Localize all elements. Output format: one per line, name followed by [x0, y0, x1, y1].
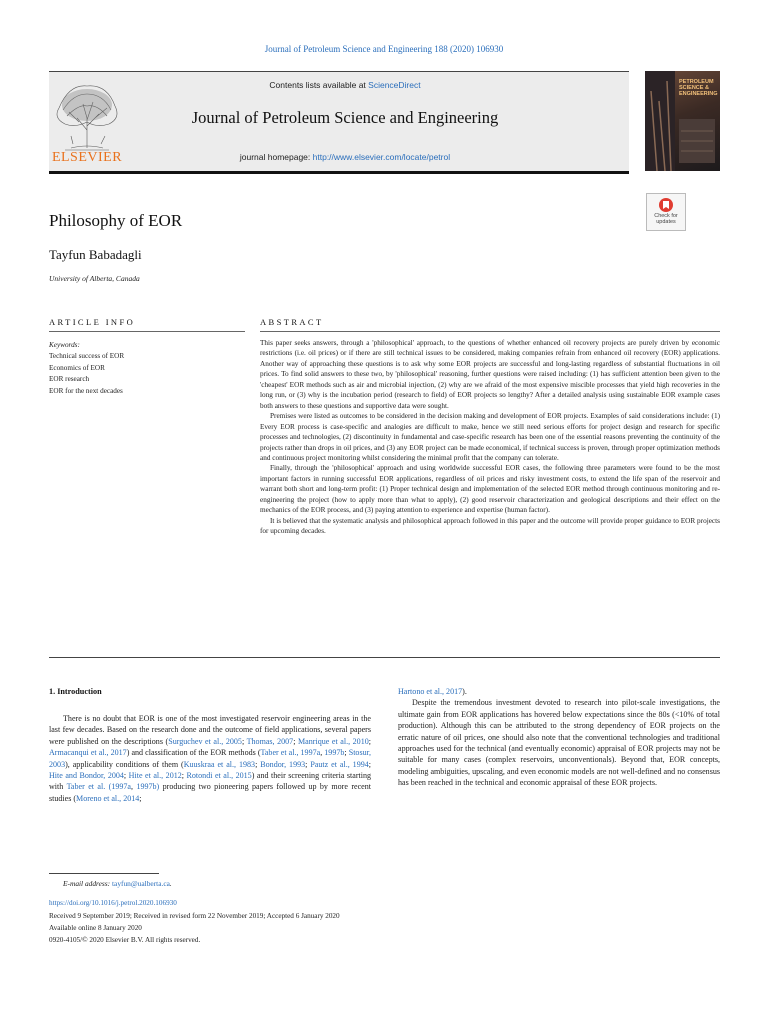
citation-link[interactable]: Armacanqui et al., 2017	[49, 748, 127, 758]
citation-link[interactable]: Hartono et al., 2017	[398, 687, 463, 696]
header-bottom-rule	[49, 171, 629, 174]
header-top-rule	[49, 71, 629, 72]
paragraph-text: ;	[293, 736, 299, 746]
citation-link[interactable]: Stosur, 2003	[49, 748, 371, 769]
article-info-heading: ARTICLE INFO	[49, 317, 136, 327]
paragraph-text: ;	[241, 736, 247, 746]
received-dates: Received 9 September 2019; Received in revised form 22 November 2019; Accepted 6 January 2020	[49, 912, 340, 920]
section-divider	[49, 657, 720, 658]
introduction-paragraph	[49, 713, 371, 804]
paragraph-text: ) and their screening criteria starting with	[49, 771, 372, 792]
paragraph-text: ;	[368, 759, 372, 769]
abstract-paragraph: Finally, through the 'philosophical' approach and using worldwide successful EOR cases, the following three parameters were found to be the most important factors in running successful EOR applications, regardless of oil prices and risky investment costs, to extend the life span of the reservoir and warrant both short and long-term profit: (1) Proper technical design and implementation of the selected EOR method through continuous monitoring and re-engineering the project (how to apply more than what to apply), (2) good reservoir characterization and geological descriptions and their effect on the mechanics of the EOR process, and (3) paying attention to experience and expertise (human factor).	[260, 464, 720, 515]
homepage-line	[125, 152, 565, 162]
cover-title: PETROLEUM SCIENCE & ENGINEERING	[679, 79, 718, 97]
citation-link[interactable]: Thomas, 2007	[246, 736, 294, 746]
citation-link[interactable]: Taber et al., 1997a	[260, 748, 321, 758]
citation-link[interactable]: Hite and Bondor, 2004	[49, 771, 124, 781]
paragraph-text: ,	[320, 748, 325, 758]
abstract-paragraph: It is believed that the systematic analysis and philosophical approach followed in this paper and the outcome will provide proper guidance to EOR projects for upcoming decades.	[260, 516, 720, 536]
keywords-list	[49, 340, 245, 397]
paragraph-text: ;	[305, 759, 311, 769]
email-label: E-mail address:	[63, 879, 112, 888]
keyword-item: Technical success of EOR	[49, 352, 125, 361]
bookmark-icon	[658, 197, 674, 214]
email-footnote	[63, 879, 172, 888]
paragraph-text: ,	[131, 782, 137, 792]
footnote-rule	[49, 873, 159, 874]
sciencedirect-link[interactable]: ScienceDirect	[368, 80, 421, 90]
available-online-date: Available online 8 January 2020	[49, 924, 142, 932]
introduction-right-column	[398, 686, 720, 789]
citation-link[interactable]: Surguchev et al., 2005	[168, 736, 242, 746]
paragraph-text: ;	[344, 748, 349, 758]
contents-prefix: Contents lists available at	[269, 80, 369, 90]
paragraph-text: ), applicability conditions of them (	[65, 759, 184, 769]
paragraph-text: ;	[368, 736, 372, 746]
paragraph-text: There is no doubt that EOR is one of the most investigated reservoir engineering areas in the last few decades. Based on the research done and the outcome of field applications, several papers were published on the descriptions (	[49, 714, 371, 746]
homepage-prefix: journal homepage:	[239, 152, 313, 162]
keyword-item: EOR for the next decades	[49, 386, 123, 395]
author-affiliation: University of Alberta, Canada	[49, 274, 140, 283]
paragraph-text: ;	[255, 759, 261, 769]
citation-link[interactable]: Pautz et al., 1994	[310, 759, 369, 769]
citation-link[interactable]: Bondor, 1993	[260, 759, 306, 769]
journal-citation-link[interactable]: Journal of Petroleum Science and Engineering 188 (2020) 106930	[264, 44, 504, 54]
paragraph-text: producing two pioneering papers followed up by more recent studies (	[49, 782, 371, 803]
paragraph-text: ).	[462, 687, 467, 696]
doi-link[interactable]: https://doi.org/10.1016/j.petrol.2020.106930	[49, 899, 177, 907]
check-for-updates-button[interactable]	[646, 193, 686, 231]
citation-link[interactable]: Hite et al., 2012	[128, 771, 182, 781]
abstract-paragraph: Premises were listed as outcomes to be considered in the decision making and development of EOR projects. Examples of said considerations include: (1) Every EOR process is case-specific and analogies are difficult to make, hence we still need serious efforts for project design and research for specific processes and technologies, (2) discontinuity in fundamental and case-specific research has been one of the essential reasons preventing the continuity of the projects rather than drops in oil prices, and (3) any EOR project can be made economical, if technical success is proven, through proper optimization methods and continuous project monitoring whilst considering the minimal profit that the company can tolerate.	[260, 412, 720, 462]
citation-link[interactable]: Taber et al. (1997a	[66, 782, 131, 792]
introduction-paragraph-continued	[398, 686, 720, 697]
copyright-line: 0920-4105/© 2020 Elsevier B.V. All rights reserved.	[49, 936, 201, 944]
citation-link[interactable]: 1997b)	[136, 782, 160, 792]
journal-cover-image[interactable]	[645, 71, 720, 171]
keyword-item: Economics of EOR	[49, 363, 105, 372]
author-name[interactable]: Tayfun Babadagli	[49, 247, 142, 262]
paragraph-text: ;	[123, 771, 129, 781]
journal-title: Journal of Petroleum Science and Engineering	[191, 108, 499, 127]
abstract-paragraph: This paper seeks answers, through a 'philosophical' approach, to the questions of whether enhanced oil recovery projects are purely driven by economic restrictions (i.e. oil prices) or if there are still technical issues to be considered, making companies refrain from enhanced oil recovery (EOR) applications. Another way of approaching these questions is to ask why some EOR projects are successful and long-lasting regardless of substantial fluctuations in oil prices. To find solid answers to these two, by 'philosophical' reasoning, further questions were raised including: (1) has sufficient attention been given to the 'cheapest' EOR methods such as air and microbial injection, (2) why are we afraid of the most expensive miscible processes that yield high recoveries in the long run, or (3) why is the incubation period (research to field) of EOR projects so lengthy? After a detailed analysis using sustainable EOR example cases both answers to these questions and supportive data were sought.	[260, 339, 720, 410]
abstract-heading: ABSTRACT	[260, 317, 324, 327]
citation-link[interactable]: Rotondi et al., 2015	[186, 771, 252, 781]
contents-line	[125, 80, 565, 90]
citation-link[interactable]: 1997b	[324, 748, 345, 758]
email-suffix: .	[169, 879, 172, 888]
introduction-paragraph: Despite the tremendous investment devoted to research into pilot-scale investigations, the ultimate gain from EOR applications has hovered below expectations since the 80s (<10% of total production). Although this can be attributed to the strong dependency of EOR projects on the erratic nature of oil prices, one should also note that the conventional technologies and traditional approaches used for the technical (and eventually economic) appraisal of EOR projects may not be suitable for many cases (complex reservoirs, unconventionals). Beyond that, EOR concepts, modeling ambiguities, upscaling, and even economic models are not well-defined and no consensus has been reached in the technical and economic appraisal of these EOR projects.	[398, 698, 720, 788]
citation-link[interactable]: Moreno et al., 2014	[76, 793, 140, 803]
citation-link[interactable]: Kuuskraa et al., 1983	[183, 759, 256, 769]
email-link[interactable]: tayfun@ualberta.ca	[112, 879, 170, 888]
citation-link[interactable]: Manrique et al., 2010	[298, 736, 369, 746]
article-info-rule	[49, 331, 245, 332]
introduction-left-column	[49, 713, 371, 804]
check-for-updates-label: Check for updates	[654, 213, 678, 225]
paragraph-text: ;	[181, 771, 187, 781]
introduction-heading: 1. Introduction	[49, 687, 102, 696]
paragraph-text: ) and classification of the EOR methods (	[126, 748, 261, 758]
elsevier-wordmark[interactable]: ELSEVIER	[51, 150, 123, 165]
article-title: Philosophy of EOR	[49, 211, 183, 230]
abstract-body	[260, 338, 720, 537]
keywords-label: Keywords:	[49, 341, 80, 349]
keyword-item: EOR research	[49, 375, 90, 384]
paragraph-text: ;	[139, 793, 142, 803]
abstract-rule	[260, 331, 720, 332]
homepage-link[interactable]: http://www.elsevier.com/locate/petrol	[312, 152, 451, 162]
